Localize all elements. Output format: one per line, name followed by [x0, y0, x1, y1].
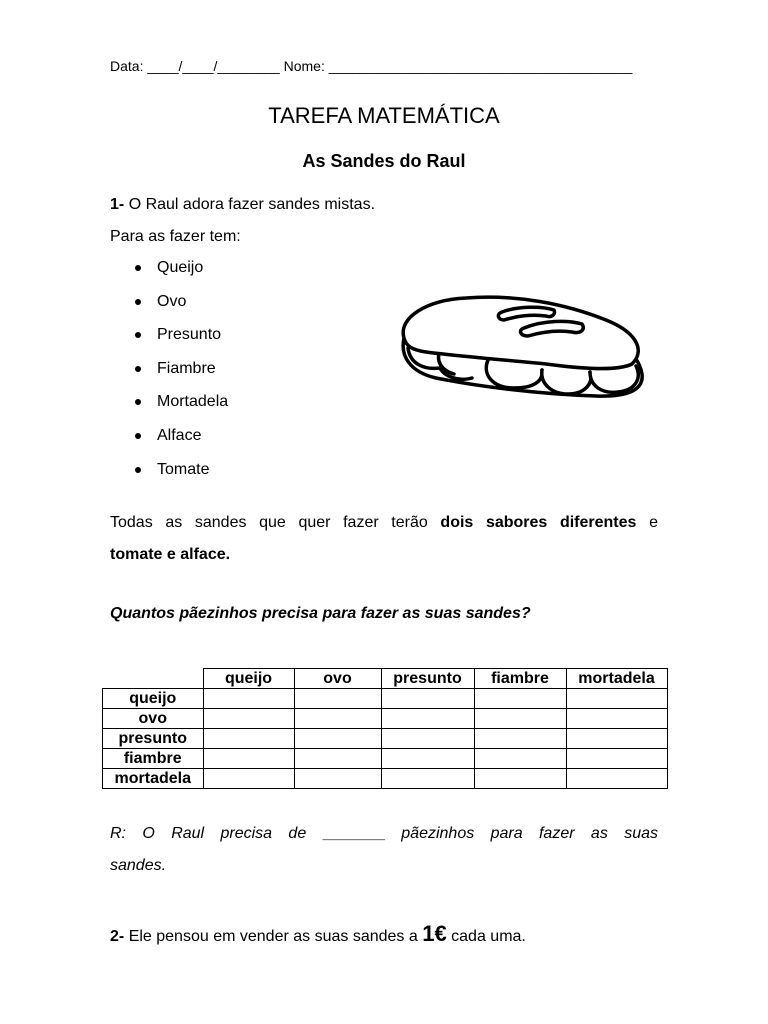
q1-intro-text: O Raul adora fazer sandes mistas.	[128, 196, 376, 213]
table-cell[interactable]	[566, 709, 667, 729]
column-header: fiambre	[474, 669, 566, 689]
column-header: mortadela	[566, 669, 667, 689]
table-row	[103, 749, 668, 769]
page-subtitle: As Sandes do Raul	[302, 151, 466, 171]
bullet-icon	[135, 399, 141, 405]
list-item	[135, 390, 228, 424]
list-item	[135, 256, 228, 290]
table-cell[interactable]	[294, 729, 381, 749]
table-cell[interactable]	[474, 689, 566, 709]
table-row	[103, 689, 668, 709]
table-cell[interactable]	[294, 769, 381, 789]
column-header: ovo	[294, 669, 381, 689]
table-cell[interactable]	[294, 749, 381, 769]
combination-table	[102, 668, 668, 789]
table-cell[interactable]	[474, 769, 566, 789]
table-cell[interactable]	[203, 749, 294, 769]
table-cell[interactable]	[474, 729, 566, 749]
table-row	[103, 709, 668, 729]
table-row	[103, 729, 668, 749]
statement-text: e	[649, 514, 658, 531]
table-cell[interactable]	[203, 689, 294, 709]
ingredient-label: Alface	[157, 426, 202, 444]
q2-text-part: cada uma.	[451, 928, 526, 945]
bullet-icon	[135, 299, 141, 305]
ingredient-label: Presunto	[157, 326, 222, 344]
table-cell[interactable]	[381, 689, 474, 709]
table-cell[interactable]	[566, 769, 667, 789]
table-cell[interactable]	[381, 769, 474, 789]
ingredient-label: Mortadela	[157, 393, 229, 411]
bullet-icon	[135, 366, 141, 372]
bullet-icon	[135, 433, 141, 439]
column-header: queijo	[203, 669, 294, 689]
ingredient-label: Tomate	[157, 460, 210, 478]
q1-list-intro: Para as fazer tem:	[110, 228, 241, 245]
list-item	[135, 323, 228, 357]
table-cell[interactable]	[566, 749, 667, 769]
sandwich-icon	[396, 290, 652, 408]
q2-number: 2-	[110, 928, 125, 945]
table-cell[interactable]	[294, 709, 381, 729]
table-corner	[103, 669, 204, 689]
table-cell[interactable]	[381, 749, 474, 769]
table-cell[interactable]	[203, 729, 294, 749]
row-header: mortadela	[103, 769, 204, 789]
table-cell[interactable]	[474, 749, 566, 769]
q2-text-part: Ele pensou em vender as suas sandes a	[128, 928, 418, 945]
table-cell[interactable]	[566, 729, 667, 749]
date-blank[interactable]: ____/____/________	[147, 58, 280, 74]
answer-text: pãezinhos para fazer as suas	[401, 825, 658, 842]
list-item	[135, 424, 228, 458]
table-cell[interactable]	[203, 769, 294, 789]
q2-text	[110, 921, 526, 947]
bullet-icon	[135, 332, 141, 338]
name-label: Nome:	[283, 58, 325, 74]
answer-blank[interactable]: _______	[322, 825, 385, 842]
table-header-row	[103, 669, 668, 689]
list-item	[135, 290, 228, 324]
q1-question: Quantos pãezinhos precisa para fazer as suas sandes?	[110, 605, 531, 622]
column-header: presunto	[381, 669, 474, 689]
table-cell[interactable]	[294, 689, 381, 709]
table-cell[interactable]	[381, 729, 474, 749]
bullet-icon	[135, 265, 141, 271]
table-cell[interactable]	[474, 709, 566, 729]
ingredient-label: Queijo	[157, 259, 204, 276]
table-cell[interactable]	[381, 709, 474, 729]
row-header: presunto	[103, 729, 204, 749]
bullet-icon	[135, 467, 141, 473]
q1-intro	[110, 196, 375, 214]
row-header: queijo	[103, 689, 204, 709]
ingredient-label: Ovo	[157, 292, 187, 310]
row-header: fiambre	[103, 749, 204, 769]
q1-statement-line2: tomate e alface.	[110, 546, 231, 563]
table-row	[103, 769, 668, 789]
list-item	[135, 458, 228, 492]
q1-answer-line2: sandes.	[110, 857, 167, 874]
ingredient-label: Fiambre	[157, 359, 216, 377]
statement-emphasis: dois sabores diferentes	[440, 514, 637, 531]
ingredient-list	[135, 256, 228, 491]
statement-text: Todas as sandes que quer fazer terão	[110, 514, 428, 531]
q1-answer-line1	[110, 825, 658, 843]
price-value: 1€	[422, 921, 447, 946]
list-item	[135, 357, 228, 391]
page-title: TAREFA MATEMÁTICA	[268, 103, 500, 128]
answer-text: R: O Raul precisa de	[110, 825, 307, 842]
q1-number: 1-	[110, 196, 125, 213]
name-blank[interactable]: _______________________________________	[328, 58, 633, 74]
q1-statement-line1	[110, 514, 658, 532]
header-line	[110, 58, 632, 74]
row-header: ovo	[103, 709, 204, 729]
date-label: Data:	[110, 58, 144, 74]
table-cell[interactable]	[203, 709, 294, 729]
table-cell[interactable]	[566, 689, 667, 709]
